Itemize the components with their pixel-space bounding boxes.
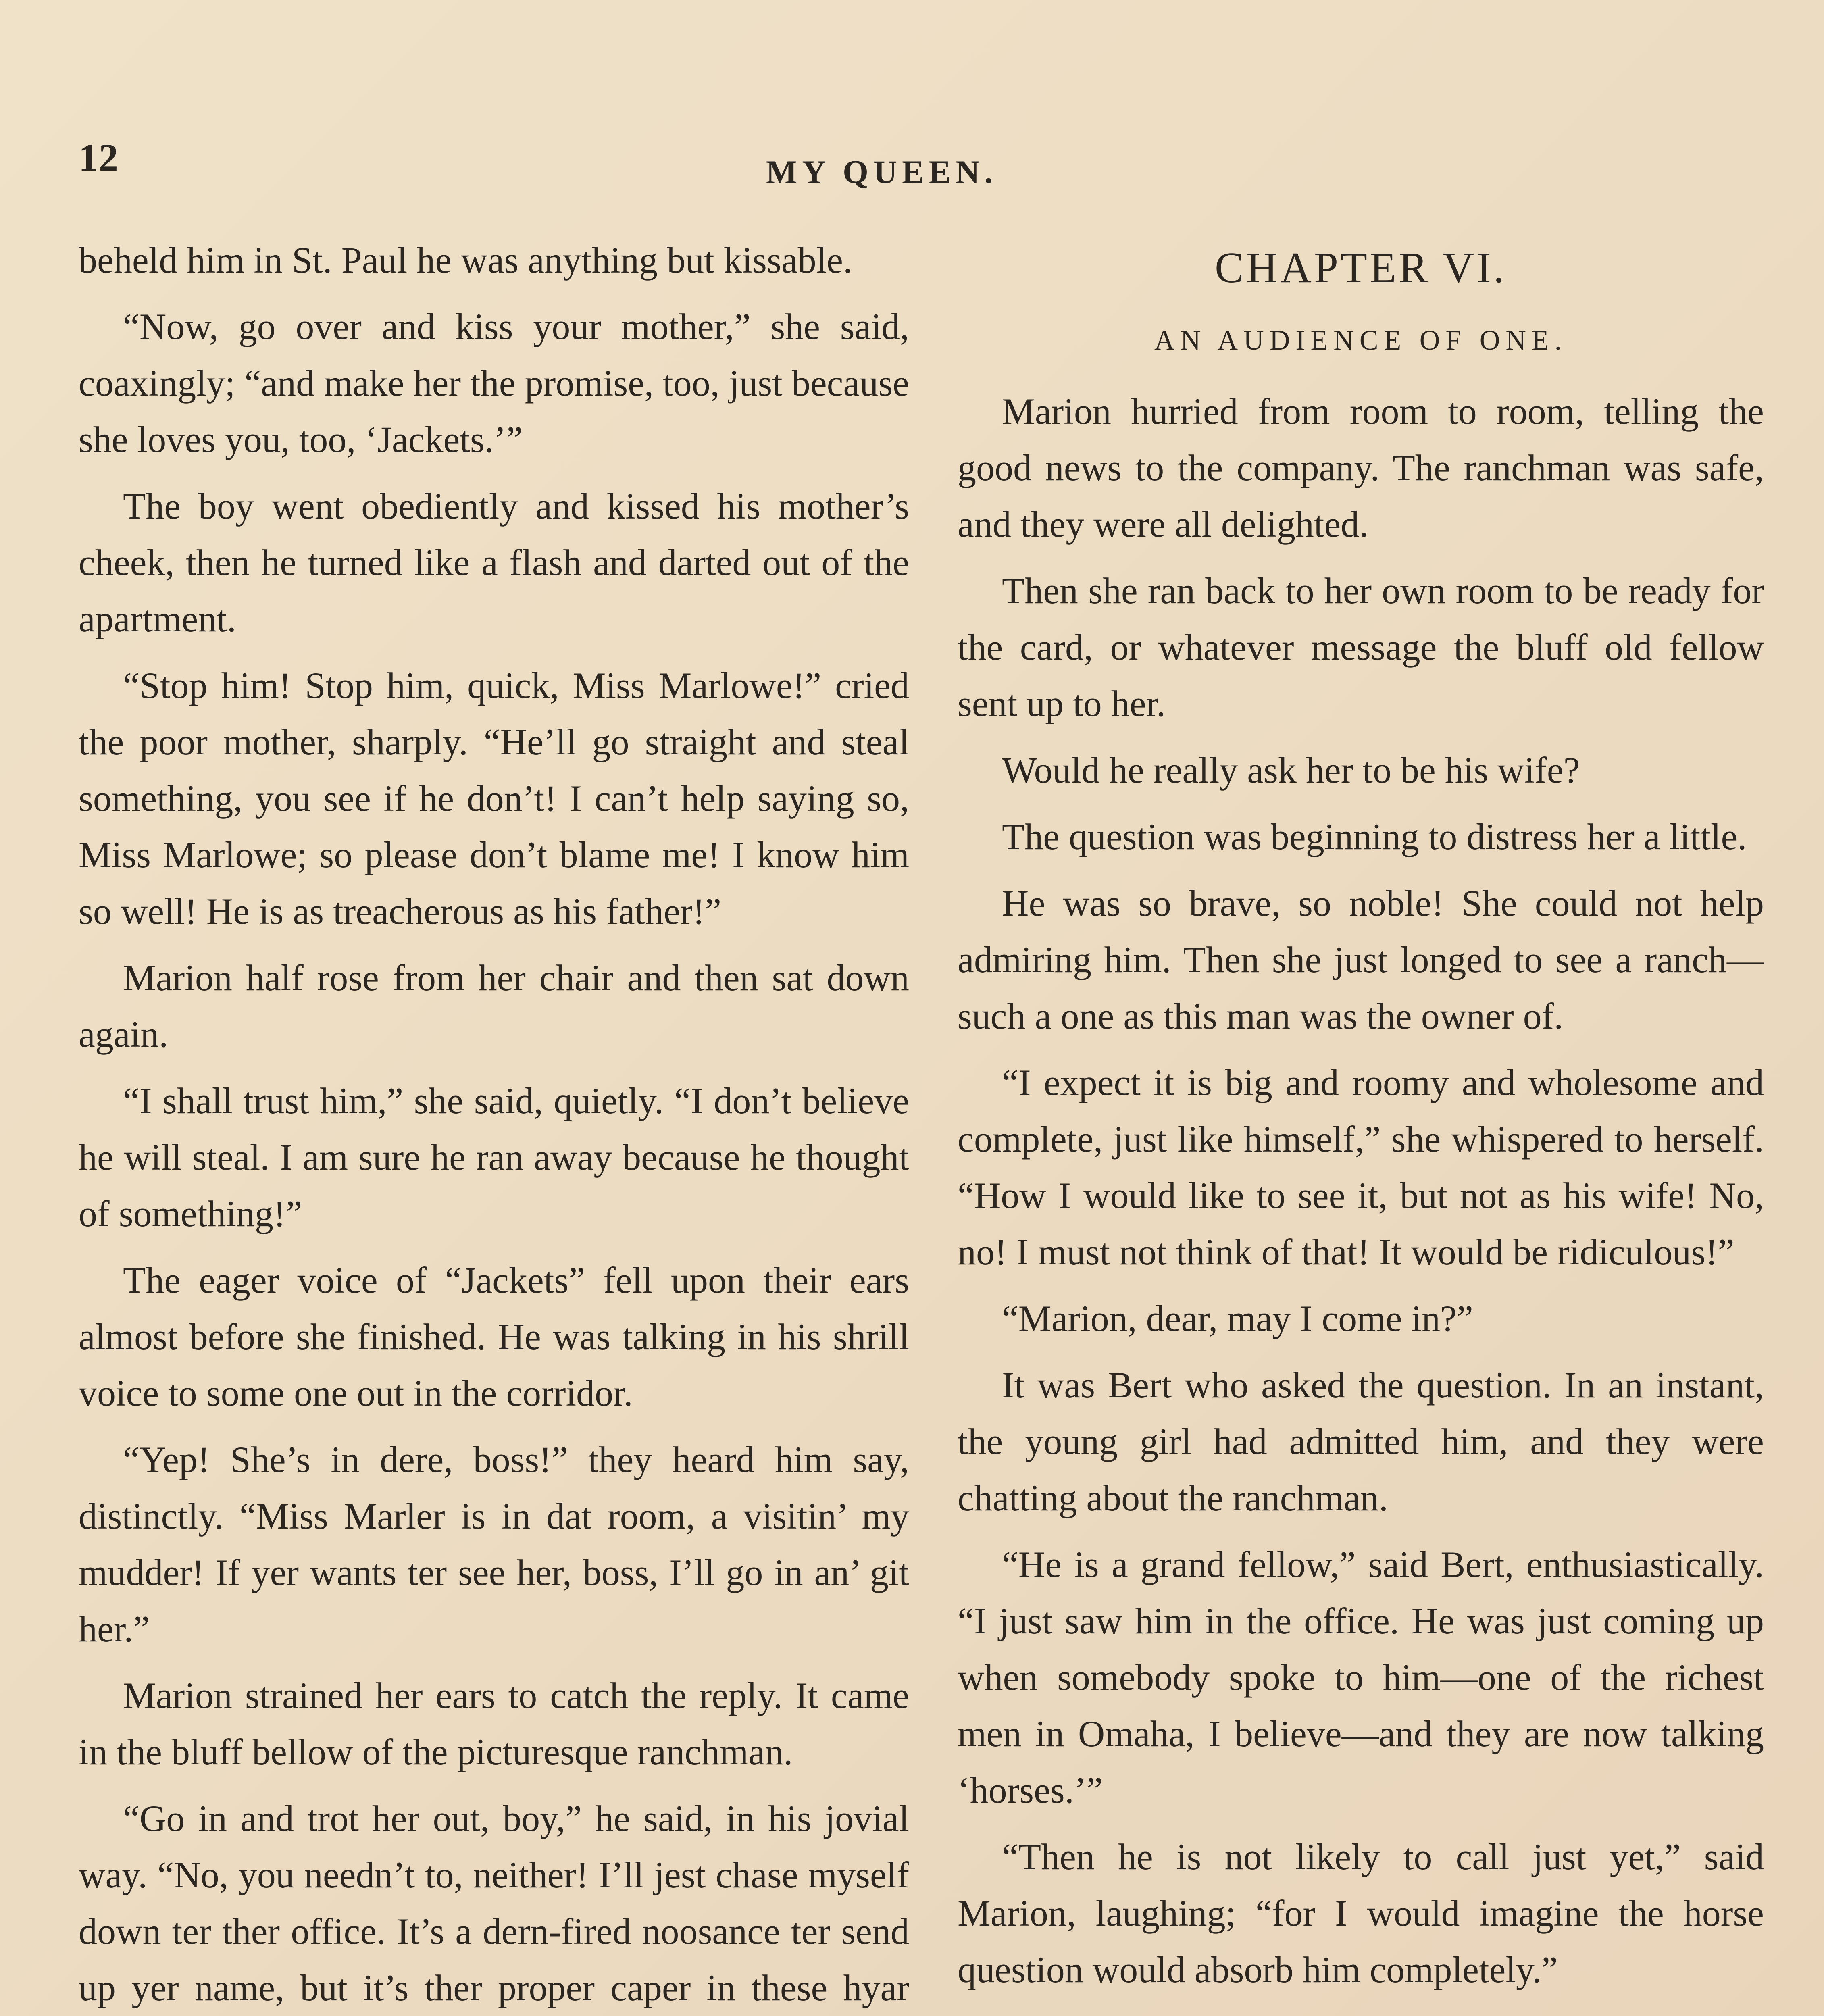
paragraph: “Marion, dear, may I come in?” <box>1002 1298 1473 1339</box>
paragraph: “Now, go over and kiss your mother,” she said, coaxingly; “and make her the promise, too, just because she loves you, too, ‘Jackets.’” <box>79 306 909 460</box>
paragraph: “Yep! She’s in dere, boss!” they heard him say, distinctly. “Miss Marler is in dat room, a visitin’ my mudder! If yer wants ter see her, boss, I’ll go in an’ git her.” <box>79 1439 909 1649</box>
paragraph: Marion half rose from her chair and then sat down again. <box>79 957 909 1055</box>
paragraph: “He is a grand fellow,” said Bert, enthusiastically. “I just saw him in the office. He was just coming up when somebody spoke to him—one of the richest men in Omaha, I believe—and they are now talking ‘horses.’” <box>958 1544 1764 1811</box>
paragraph: It was Bert who asked the question. In an instant, the young girl had admitted him, and they were chatting about the ranchman. <box>958 1364 1764 1518</box>
paragraph: The boy went obediently and kissed his mother’s cheek, then he turned like a flash and darted out of the apartment. <box>79 485 909 639</box>
paragraph: “I expect it is big and roomy and wholesome and complete, just like himself,” she whispered to herself. “How I would like to see it, but not as his wife! No, no! I must not think of that! It would be ridiculous!” <box>958 1062 1764 1272</box>
paragraph: “I shall trust him,” she said, quietly. “I don’t believe he will steal. I am sure he ran away because he thought of something!” <box>79 1080 909 1234</box>
paragraph: “Go in and trot her out, boy,” he said, in his jovial way. “No, you needn’t to, neither! I’ll jest chase myself down ter ther office. It’s a dern-fired noosance ter send up yer name, but it’s ther proper caper in these hyar <box>79 1798 909 2008</box>
left-column <box>79 232 909 2016</box>
right-column <box>958 242 1764 2016</box>
paragraph: Marion hurried from room to room, telling the good news to the company. The ranchman was safe, and they were all delighted. <box>958 391 1764 545</box>
chapter-title: CHAPTER VI. <box>1214 244 1507 292</box>
paragraph: beheld him in St. Paul he was anything but kissable. <box>79 240 853 281</box>
paragraph: “Stop him! Stop him, quick, Miss Marlowe!” cried the poor mother, sharply. “He’ll go straight and steal something, you see if he don’t! I can’t help saying so, Miss Marlowe; so please don’t blame me! I know him so well! He is as treacherous as his father!” <box>79 665 909 932</box>
paragraph: He was so brave, so noble! She could not help admiring him. Then she just longed to see a ranch—such a one as this man was the owner of. <box>958 883 1764 1037</box>
paragraph: “Then he is not likely to call just yet,” said Marion, laughing; “for I would imagine the horse question would absorb him completely.” <box>958 1836 1764 1990</box>
chapter-subtitle: AN AUDIENCE OF ONE. <box>1154 325 1568 356</box>
paragraph: Would he really ask her to be his wife? <box>1002 750 1580 791</box>
page-number: 12 <box>79 136 119 179</box>
paragraph: The eager voice of “Jackets” fell upon their ears almost before she finished. He was talking in his shrill voice to some one out in the corridor. <box>79 1260 909 1414</box>
paragraph: Then she ran back to her own room to be ready for the card, or whatever message the bluff old fellow sent up to her. <box>958 570 1764 724</box>
running-head: MY QUEEN. <box>766 154 998 190</box>
paragraph <box>958 2008 1764 2016</box>
paragraph: Marion strained her ears to catch the reply. It came in the bluff bellow of the picturesque ranchman. <box>79 1675 909 1772</box>
paragraph: The question was beginning to distress her a little. <box>1002 816 1747 857</box>
